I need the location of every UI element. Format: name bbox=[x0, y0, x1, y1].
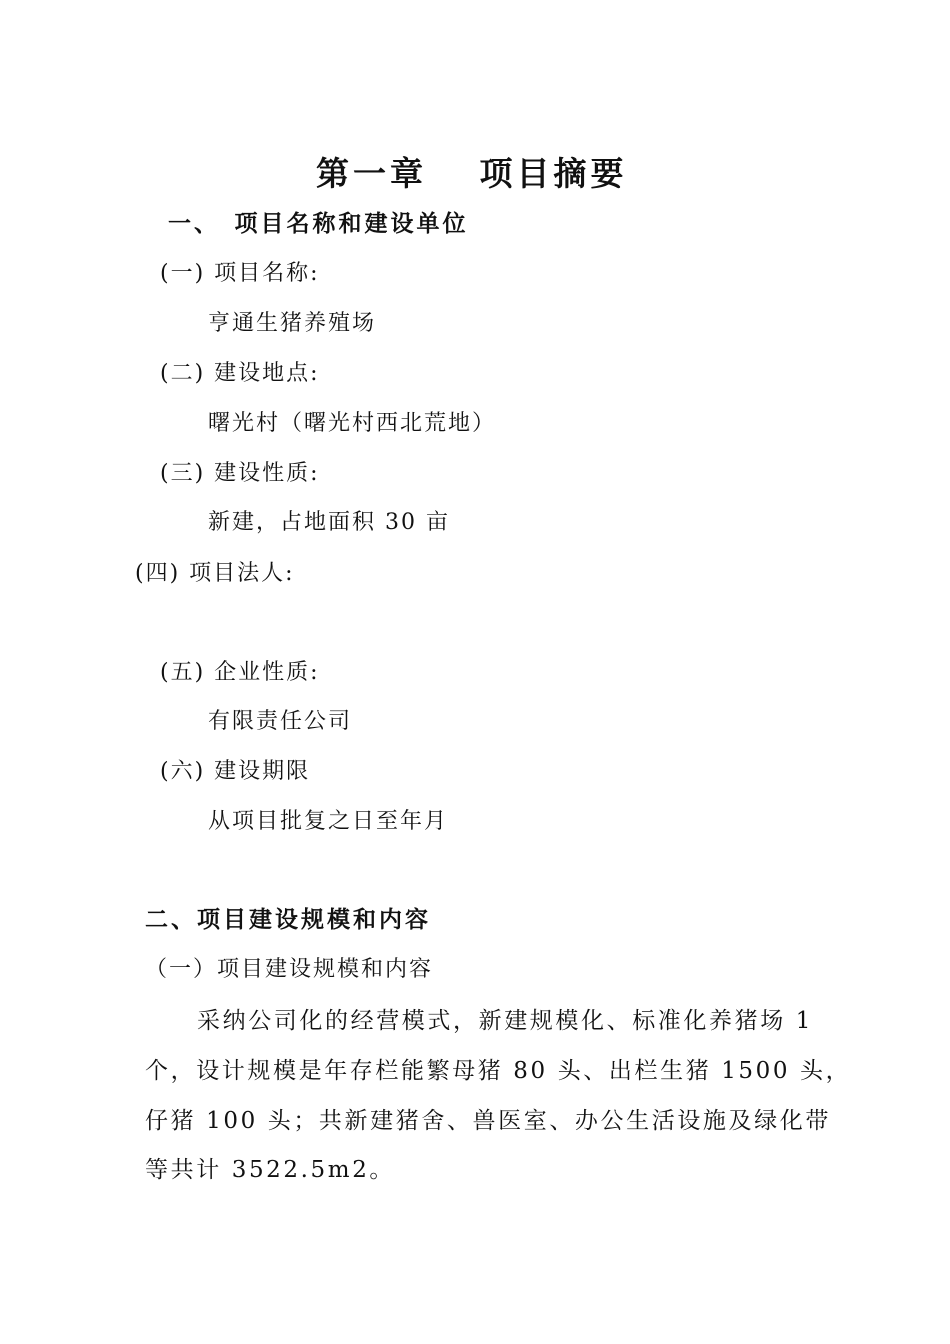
item-3-label: (三) 建设性质: bbox=[160, 461, 320, 486]
item-6-value: 从项目批复之日至年月 bbox=[208, 809, 449, 834]
paragraph-line-3: 仔猪 100 头；共新建猪舍、兽医室、办公生活设施及绿化带 bbox=[145, 1108, 831, 1134]
item-5-value: 有限责任公司 bbox=[208, 709, 353, 734]
item-1-value: 亨通生猪养殖场 bbox=[208, 311, 377, 336]
item-1-label: (一) 项目名称: bbox=[160, 261, 320, 286]
paragraph-line-2: 个，设计规模是年存栏能繁母猪 80 头、出栏生猪 1500 头， bbox=[145, 1058, 852, 1084]
paragraph-line-4: 等共计 3522.5m2。 bbox=[145, 1157, 396, 1183]
chapter-title: 第一章 项目摘要 bbox=[316, 154, 628, 193]
section-1-heading: 一、 项目名称和建设单位 bbox=[168, 210, 469, 237]
item-2-label: (二) 建设地点: bbox=[160, 361, 320, 386]
item-4-label: (四) 项目法人: bbox=[135, 561, 295, 586]
item-2-value: 曙光村（曙光村西北荒地） bbox=[208, 411, 497, 436]
item-5-label: (五) 企业性质: bbox=[160, 660, 320, 685]
section-2-subheading: （一）项目建设规模和内容 bbox=[145, 957, 434, 982]
item-3-value: 新建，占地面积 30 亩 bbox=[208, 510, 450, 535]
section-2-heading: 二、项目建设规模和内容 bbox=[145, 906, 431, 933]
paragraph-line-1: 采纳公司化的经营模式，新建规模化、标准化养猪场 1 bbox=[197, 1008, 813, 1034]
item-6-label: (六) 建设期限 bbox=[160, 759, 311, 784]
